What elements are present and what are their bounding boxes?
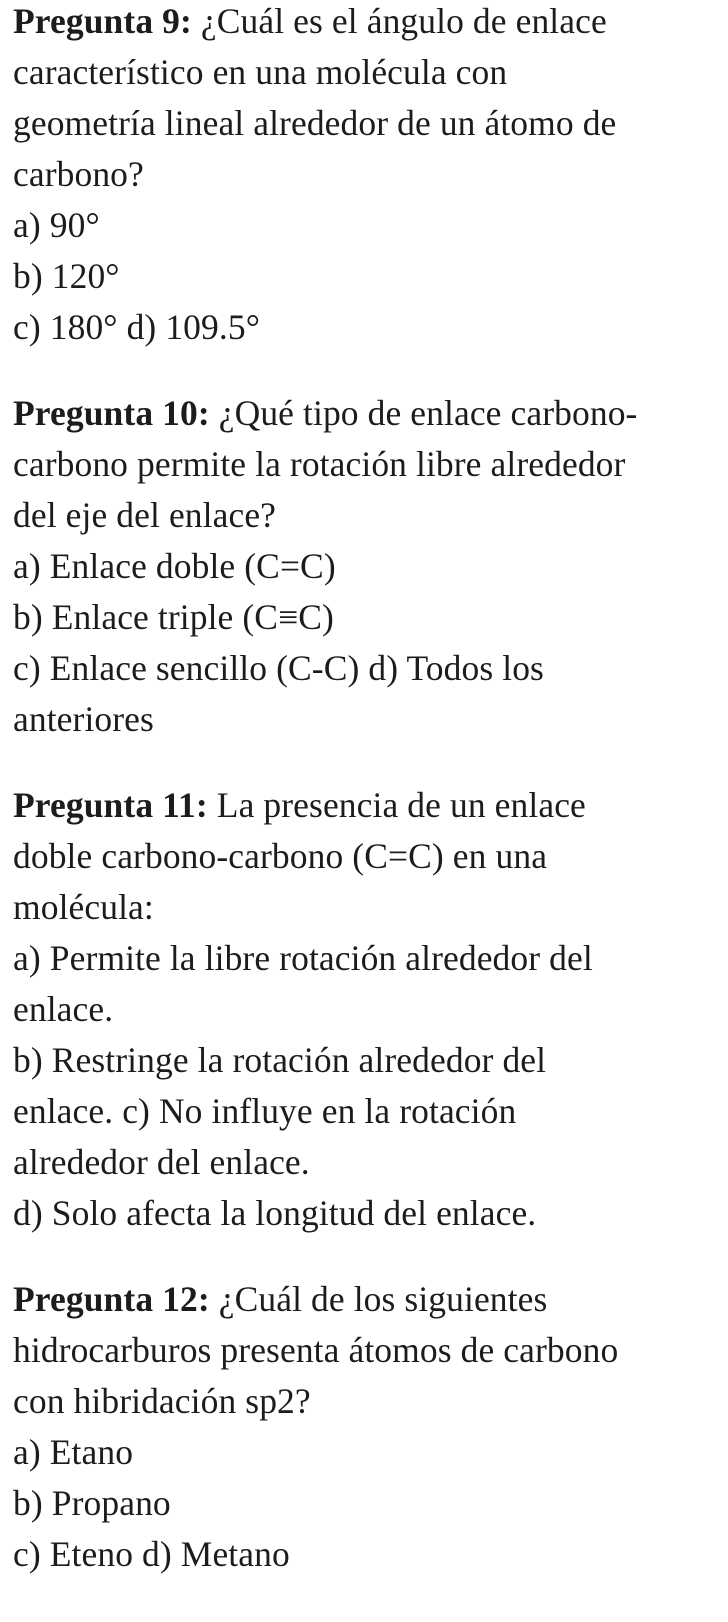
question-11-text-2: doble carbono-carbono (C=C) en una [13,836,548,876]
question-12-text-3: con hibridación sp2? [13,1381,311,1421]
question-10-text-2: carbono permite la rotación libre alrededor [13,444,626,484]
question-11-option-a-cont: enlace. [13,989,114,1029]
question-12-label: Pregunta 12: [13,1279,210,1319]
question-10-line-1 [13,388,710,439]
question-11-option-c-cont: alrededor del enlace. [13,1142,310,1182]
question-12 [13,1274,710,1580]
spacer [13,353,710,388]
question-9-text-2: característico en una molécula con [13,52,508,92]
question-11-text-3: molécula: [13,887,154,927]
question-11-label: Pregunta 11: [13,785,208,825]
question-11-option-b-c: enlace. c) No influye en la rotación [13,1091,517,1131]
question-11-option-a: a) Permite la libre rotación alrededor del [13,938,593,978]
question-10 [13,388,710,745]
question-9-label: Pregunta 9: [13,1,192,41]
question-12-option-c-d: c) Eteno d) Metano [13,1534,290,1574]
question-12-line-1 [13,1274,710,1325]
question-9-text-3: geometría lineal alrededor de un átomo de [13,103,617,143]
question-10-text-1: ¿Qué tipo de enlace carbono- [209,393,638,433]
question-9 [13,0,710,353]
question-9-line-1 [13,0,710,47]
question-10-text-3: del eje del enlace? [13,495,277,535]
question-9-text-4: carbono? [13,154,144,194]
question-10-option-b: b) Enlace triple (C≡C) [13,597,334,637]
question-11-option-d: d) Solo afecta la longitud del enlace. [13,1193,537,1233]
question-11-text-1: La presencia de un enlace [207,785,586,825]
question-9-option-a: a) 90° [13,205,100,245]
question-12-text-1: ¿Cuál de los siguientes [209,1279,548,1319]
question-9-option-c-d: c) 180° d) 109.5° [13,307,260,347]
question-11 [13,780,710,1239]
question-11-option-b: b) Restringe la rotación alrededor del [13,1040,547,1080]
question-12-text-2: hidrocarburos presenta átomos de carbono [13,1330,619,1370]
question-10-option-a: a) Enlace doble (C=C) [13,546,336,586]
question-11-line-1 [13,780,710,831]
question-10-option-d-cont: anteriores [13,699,154,739]
spacer [13,745,710,780]
question-12-option-a: a) Etano [13,1432,134,1472]
question-12-option-b: b) Propano [13,1483,171,1523]
question-9-text-1: ¿Cuál es el ángulo de enlace [191,1,607,41]
question-9-option-b: b) 120° [13,256,120,296]
question-10-option-c-d: c) Enlace sencillo (C-C) d) Todos los [13,648,544,688]
spacer [13,1239,710,1274]
question-10-label: Pregunta 10: [13,393,210,433]
